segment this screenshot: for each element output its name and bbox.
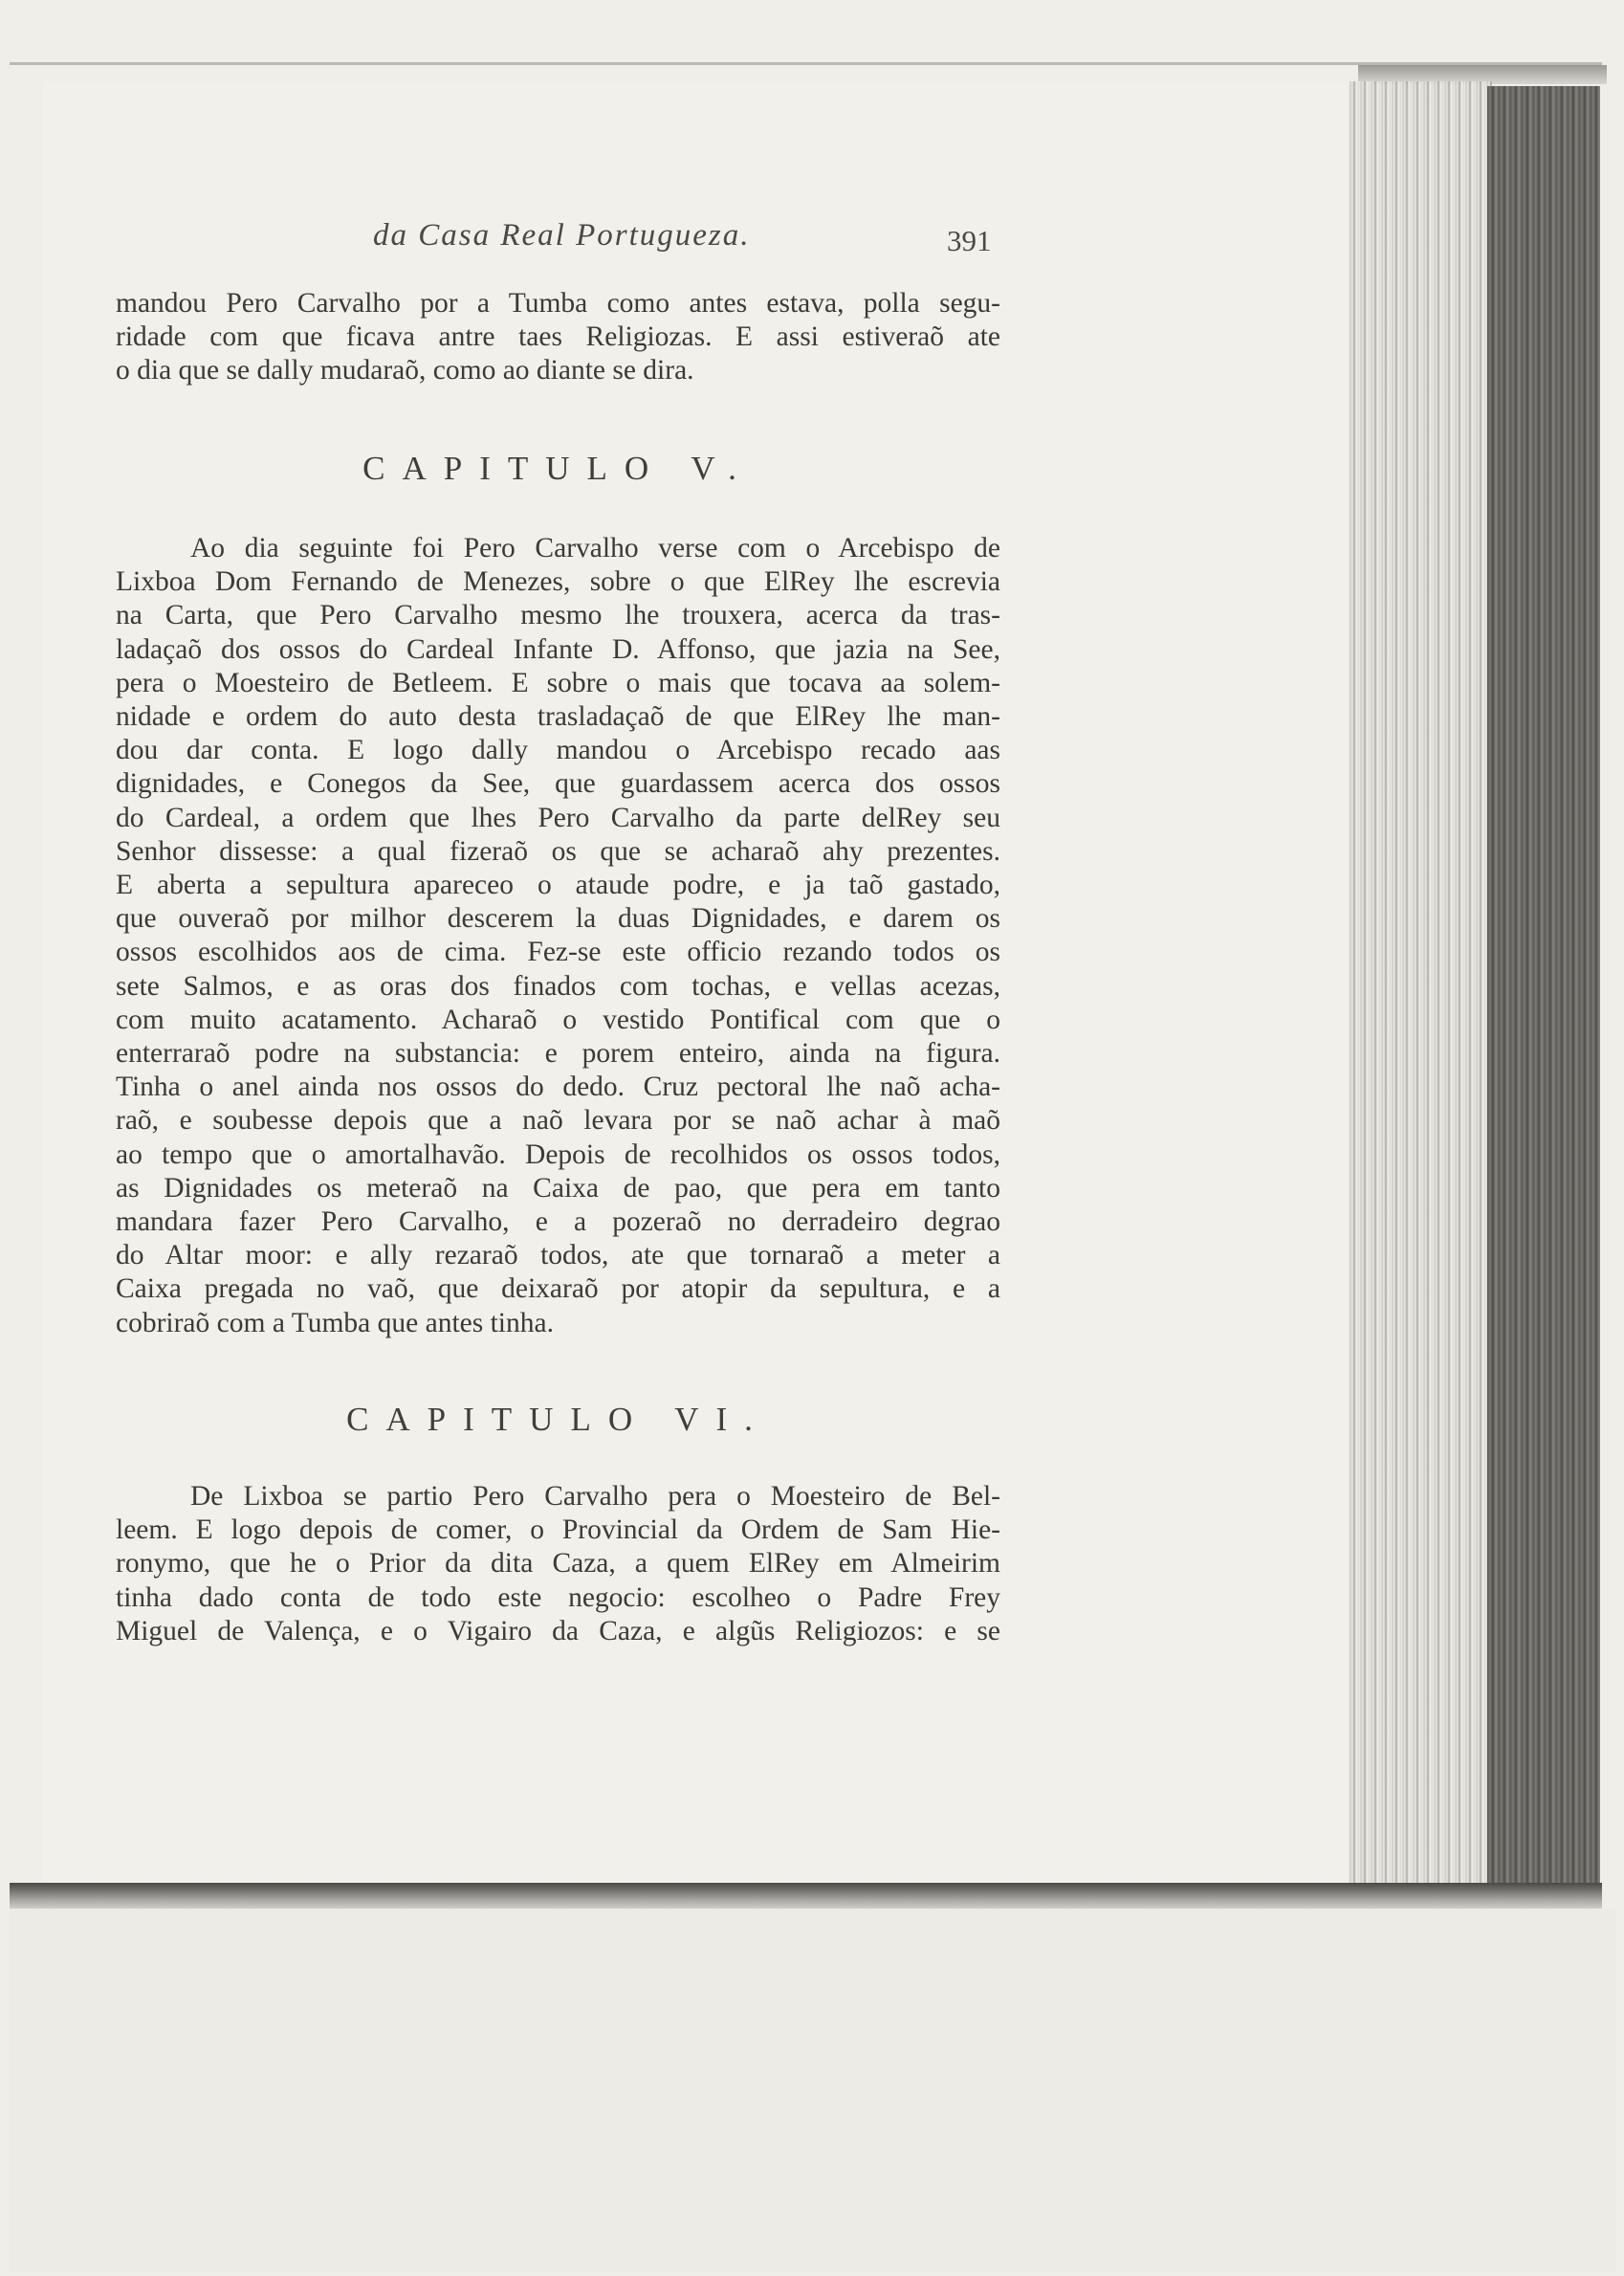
text-line: na Carta, que Pero Carvalho mesmo lhe trouxera, acerca da tras- bbox=[116, 600, 1000, 631]
text-line: dignidades, e Conegos da See, que guardassem acerca dos ossos bbox=[116, 768, 1000, 800]
running-title: da Casa Real Portugueza. bbox=[373, 218, 751, 253]
text-line: De Lixboa se partio Pero Carvalho pera o Moesteiro de Bel- bbox=[190, 1481, 1000, 1512]
text-line: mandou Pero Carvalho por a Tumba como antes estava, polla segu- bbox=[116, 288, 1000, 319]
text-line: Lixboa Dom Fernando de Menezes, sobre o que ElRey lhe escrevia bbox=[116, 566, 1000, 598]
text-line: mandara fazer Pero Carvalho, e a pozeraõ no derradeiro degrao bbox=[116, 1206, 1000, 1238]
text-line: E aberta a sepultura apareceo o ataude podre, e ja taõ gastado, bbox=[116, 870, 1000, 901]
text-line: tinha dado conta de todo este negocio: escolheo o Padre Frey bbox=[116, 1581, 1000, 1613]
text-line: sete Salmos, e as oras dos finados com tochas, e vellas acezas, bbox=[116, 970, 1000, 1002]
text-line: Caixa pregada no vaõ, que deixaraõ por atopir da sepultura, e a bbox=[116, 1273, 1000, 1305]
text-line: dou dar conta. E logo dally mandou o Arcebispo recado aas bbox=[116, 735, 1000, 766]
book-fore-edge bbox=[1487, 86, 1600, 1885]
text-line: Ao dia seguinte foi Pero Carvalho verse com o Arcebispo de bbox=[190, 533, 1000, 563]
text-line: ossos escolhidos aos de cima. Fez-se este officio rezando todos os bbox=[116, 937, 1000, 968]
text-line: o dia que se dally mudaraõ, como ao diante se dira. bbox=[116, 355, 694, 387]
text-line: nidade e ordem do auto desta trasladaçaõ de que ElRey lhe man- bbox=[116, 701, 1000, 733]
text-line: do Cardeal, a ordem que lhes Pero Carvalho da parte delRey seu bbox=[116, 802, 1000, 833]
text-line: ladaçaõ dos ossos do Cardeal Infante D. Affonso, que jazia na See, bbox=[116, 633, 1000, 665]
text-line: do Altar moor: e ally rezaraõ todos, ate que tornaraõ a meter a bbox=[116, 1240, 1000, 1271]
page-gutter-edges bbox=[1349, 81, 1492, 1889]
chapter-5-paragraph bbox=[116, 532, 1000, 1340]
text-line: com muito acatamento. Acharaõ o vestido Pontifical com que o bbox=[116, 1004, 1000, 1035]
text-line: raõ, e soubesse depois que a naõ levara por se naõ achar à maõ bbox=[116, 1105, 1000, 1137]
text-line: enterraraõ podre na substancia: e porem enteiro, ainda na figura. bbox=[116, 1038, 1000, 1070]
text-line: Senhor dissesse: a qual fizeraõ os que se acharaõ ahy prezentes. bbox=[116, 835, 1000, 867]
chapter-heading-6: CAPITULO VI. bbox=[346, 1401, 770, 1438]
opening-paragraph bbox=[116, 287, 1000, 388]
text-line: leem. E logo depois de comer, o Provincial da Ordem de Sam Hie- bbox=[116, 1514, 1000, 1546]
text-line: Tinha o anel ainda nos ossos do dedo. Cruz pectoral lhe naõ acha- bbox=[116, 1072, 1000, 1103]
text-line: ao tempo que o amortalhavão. Depois de recolhidos os ossos todos, bbox=[116, 1138, 1000, 1170]
chapter-6-paragraph bbox=[116, 1480, 1000, 1648]
bottom-book-shadow bbox=[10, 1883, 1602, 1911]
chapter-heading-5: CAPITULO V. bbox=[362, 450, 754, 487]
lower-blank-sheet bbox=[10, 1909, 1616, 2272]
text-line: ronymo, que he o Prior da dita Caza, a quem ElRey em Almeirim bbox=[116, 1548, 1000, 1580]
page-number: 391 bbox=[947, 224, 992, 257]
text-line: Miguel de Valença, e o Vigairo da Caza, e algũs Religiozos: e se bbox=[116, 1615, 1000, 1646]
text-line: cobriraõ com a Tumba que antes tinha. bbox=[116, 1307, 554, 1338]
text-line: ridade com que ficava antre taes Religiozas. E assi estiveraõ ate bbox=[116, 321, 1000, 353]
text-line: as Dignidades os meteraõ na Caixa de pao, que pera em tanto bbox=[116, 1172, 1000, 1204]
text-line: pera o Moesteiro de Betleem. E sobre o mais que tocava aa solem- bbox=[116, 667, 1000, 698]
text-line: que ouveraõ por milhor descerem la duas Dignidades, e darem os bbox=[116, 903, 1000, 935]
